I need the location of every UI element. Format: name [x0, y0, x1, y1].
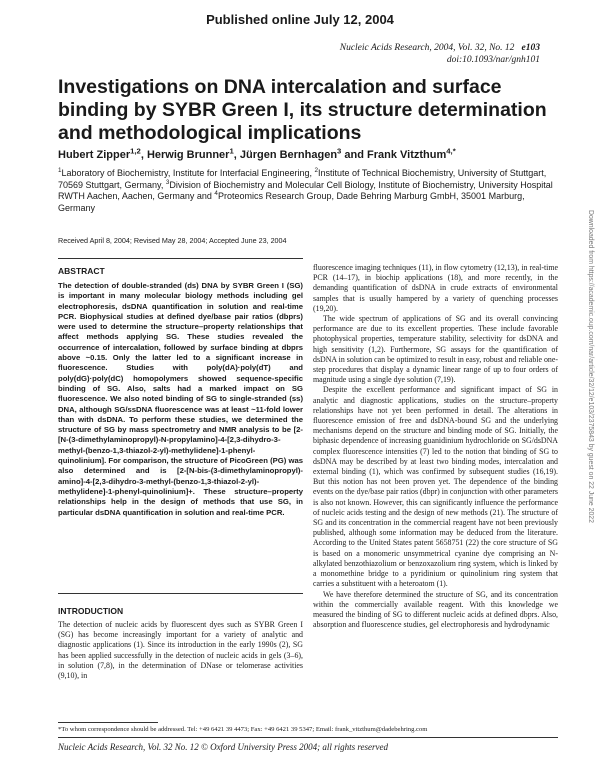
affiliation-mark: 4	[214, 190, 218, 197]
journal-line: Nucleic Acids Research, 2004, Vol. 32, No. 12	[339, 43, 515, 53]
affiliation-text: Institute of Technical Biochemistry, University of Stuttgart, 70569 Stuttgart, Germany,	[58, 168, 547, 190]
body-paragraph: We have therefore determined the structure of SG, and its concentration within the commercially available reagent. With this knowledge we measured the binding of SG to different nucleic acids at defined dbprs. Also, absorption and fluorescence studies, gel electrophoresis and hydrodynamic	[313, 589, 558, 630]
author-affiliation-mark: 4,*	[446, 146, 456, 156]
author-conjunction: and	[344, 149, 364, 161]
author-affiliation-mark: 1,2	[130, 146, 141, 156]
right-column-text	[313, 263, 558, 630]
author-affiliation-mark: 3	[337, 146, 342, 156]
affiliation-mark: 3	[165, 178, 170, 186]
doi-link[interactable]: doi:10.1093/nar/gnh101	[446, 55, 540, 65]
abstract-bottom-divider	[58, 593, 303, 594]
received-dates: Received April 8, 2004; Revised May 28, 2004; Accepted June 23, 2004	[58, 236, 287, 245]
watermark-text: Downloaded from https://academic.oup.com/nar/article/32/12/e103/2375843 by guest on 22 June 2022	[587, 210, 594, 523]
body-paragraph: The wide spectrum of applications of SG and its overall convincing performance are due to its excellent properties. These include favorable photophysical properties, temperature stability, selectivity for dsDNA and high sensitivity (1,2). Furthermore, SG assays for the quantification of dsDNA in solution can be optimized to result in easy, robust and reliable one-step procedures that display a dynamic linear range of up to four orders of magnitude using a single dye solution (7,19).	[313, 314, 558, 385]
journal-citation	[340, 42, 540, 66]
page-footer: Nucleic Acids Research, Vol. 32 No. 12 © Oxford University Press 2004; all rights reserved	[58, 742, 389, 752]
affiliation-text: Proteomics Research Group, Dade Behring Marburg GmbH, 35001 Marburg, Germany	[58, 191, 525, 213]
author-name[interactable]: Hubert Zipper	[58, 149, 131, 161]
affiliation-text: Division of Biochemistry and Molecular Cell Biology, Institute of Biochemistry, University Hospital RWTH Aachen, Aachen, Germany and	[58, 179, 553, 201]
article-code: e103	[521, 43, 540, 53]
body-paragraph: fluorescence imaging techniques (11), in flow cytometry (12,13), in real-time PCR (14–17), in biochip applications (18), and more recently, in the demanding quantification of dsDNA in crude extracts of environmental samples that is usually hampered by a variety of quenching processes (19,20).	[313, 263, 558, 313]
affiliation-text: Laboratory of Biochemistry, Institute for Interfacial Engineering,	[61, 168, 315, 178]
download-watermark	[586, 210, 595, 620]
author-name[interactable]: Jürgen Bernhagen	[239, 149, 338, 161]
affiliation-mark: 2	[314, 167, 318, 174]
article-title: Investigations on DNA intercalation and surface binding by SYBR Green I, its structure determination and methodological implications	[58, 76, 547, 144]
footer-divider	[58, 737, 558, 738]
author-name[interactable]: Frank Vitzthum	[367, 149, 447, 161]
author-name[interactable]: Herwig Brunner	[146, 149, 230, 161]
affiliations	[58, 168, 558, 214]
abstract-heading: ABSTRACT	[58, 266, 105, 276]
abstract-text: The detection of double-stranded (ds) DNA by SYBR Green I (SG) is important in many molecular biology methods including gel electrophoresis, dsDNA quantification in solution and real-time PCR. Biophysical studies at defined dye/base pair ratios (dbprs) were used to determine the structure–property relationships that affect methods applying SG. These studies revealed the occurrence of intercalation, followed by surface binding at dbprs above ~0.15. Only the latter led to a significant increase in fluorescence. Studies with poly(dA)·poly(dT) and poly(dG)·poly(dC) homopolymers showed sequence-specific binding of SG. Also, salts had a marked impact on SG fluorescence. We also noted binding of SG to single-stranded (ss) DNA, although SG/ssDNA fluorescence was at least ~11-fold lower than with dsDNA. To perform these studies, we determined the structure of SG by mass spectrometry and NMR analysis to be [2-[N-(3-dimethylaminopropyl)-N-propylamino]-4-[2,3-dihydro-3-methyl-(benzo-1,3-thiazol-2-yl)-methylidene]-1-phenyl-quinolinium]. For comparison, the structure of PicoGreen (PG) was also determined and is [2-[N-bis-(3-dimethylaminopropyl)-amino]-4-[2,3-dihydro-3-methyl-(benzo-1,3-thiazol-2-yl)-methylidene]-1-phenyl-quinolinium]+. These structure–property relationships help in the design of methods that use SG, in particular dsDNA quantification in solution and real-time PCR.	[58, 281, 303, 517]
footnote-divider	[58, 722, 158, 723]
affiliation-mark: 1	[58, 167, 62, 174]
correspondence-footnote: *To whom correspondence should be addressed. Tel: +49 6421 39 4473; Fax: +49 6421 39 5347; Email: frank_vitzthum@dadebehring.com	[58, 726, 428, 733]
introduction-paragraph: The detection of nucleic acids by fluorescent dyes such as SYBR Green I (SG) has become increasingly important for a variety of analytic and diagnostic applications (1). Since its introduction in the early 1990s (2), SG has been applied successfully in the detection of nucleic acids in gels (3–6), in solution (7,8), in the determination of DNase or telomerase activities (9,10), in	[58, 620, 303, 681]
body-paragraph: Despite the excellent performance and significant impact of SG in analytic and diagnostic applications, studies on the structure–property relationships have not yet been performed in detail. The alterations in fluorescence emission of free and dsDNA-bound SG and the underlying mechanisms depend on the structure and binding mode of SG. Initially, the biphasic dependence of increasing guanidinium hydrochloride on SG/dsDNA complex fluorescence intensities (7) led to the notion that binding of SG to dsDNA may be described by at least two binding modes, intercalation and external binding (1), which was confirmed by subsequent studies (16,19). But this notion has not been proven yet. The dependence of the binding events on the dye/base pair ratios (dbpr) in conjunction with other parameters is also not known. However, this can significantly influence the performance of nucleic acids testing and the design of new methods (21). The structure of SG and its concentration in the commercial reagent have not been previously published, although some information may be deduced from the literature. According to the United States patent 5658751 (22) the core structure of SG is based on a monomeric unsymmetrical cyanine dye comprising an N-alkylated benzothiazolium or benzoxazolium ring system, which is linked by a monomethine bridge to a pyridinium or quinolinium ring system that carries a substituent with a heteroatom (1).	[313, 385, 558, 589]
introduction-heading: INTRODUCTION	[58, 606, 124, 616]
author-list: Hubert Zipper$^{1,2}$, Herwig Brunner$^1$, Jürgen Bernhagen$^3$ and Frank Vitzthum$^{4,*}$	[58, 146, 456, 161]
published-online-line: Published online July 12, 2004	[206, 12, 394, 27]
author-affiliation-mark: 1	[229, 146, 234, 156]
abstract-top-divider	[58, 258, 303, 259]
